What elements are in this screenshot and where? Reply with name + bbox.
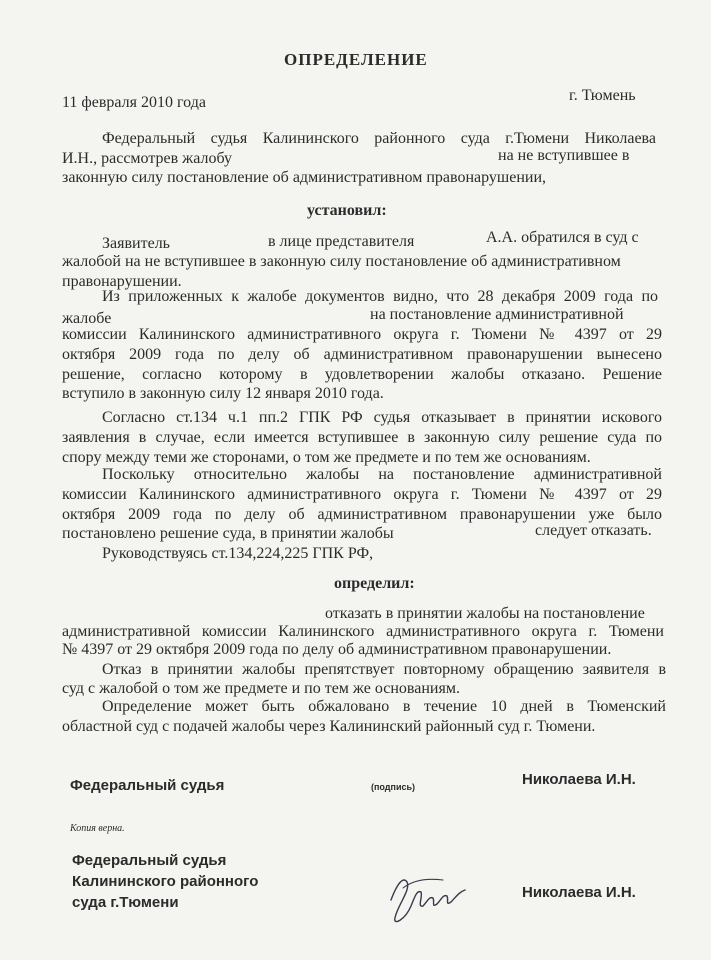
- p5-line: Руководствуясь ст.134,224,225 ГПК РФ,: [102, 545, 374, 562]
- p4-line-4b: следует отказать.: [535, 522, 652, 539]
- p3-line-1: Согласно ст.134 ч.1 пп.2 ГПК РФ судья отказывает в принятии искового: [102, 409, 662, 426]
- intro-line-2b: на не вступившее в: [498, 147, 630, 164]
- p8-line-2: областной суд с подачей жалобы через Калининский районный суд г. Тюмени.: [62, 718, 596, 735]
- p1-representative: в лице представителя: [268, 233, 415, 250]
- p6-line-2: административной комиссии Калининского административного округа г. Тюмени: [62, 623, 664, 640]
- p7-line-1: Отказ в принятии жалобы препятствует повторному обращению заявителя в: [102, 661, 666, 678]
- p1-appealed: А.А. обратился в суд с: [486, 229, 639, 246]
- p4-line-4a: постановлено решение суда, в принятии жалобы: [62, 525, 394, 542]
- p4-line-3: октября 2009 года по делу об административном правонарушении уже было: [62, 506, 662, 523]
- signature-label: (подпись): [371, 782, 416, 792]
- intro-line-1: Федеральный судья Калининского районного суда г.Тюмени Николаева: [102, 130, 656, 147]
- heading-established: установил:: [307, 202, 387, 219]
- p2-line-5: решение, согласно которому в удовлетворении жалобы отказано. Решение: [62, 366, 662, 383]
- footer-line-1: Федеральный судья: [72, 852, 227, 869]
- footer-name: Николаева И.Н.: [522, 884, 636, 901]
- page-title: ОПРЕДЕЛЕНИЕ: [284, 50, 428, 69]
- document-city: г. Тюмень: [569, 87, 636, 104]
- intro-line-3: законную силу постановление об административном правонарушении,: [62, 169, 547, 186]
- signature-role: Федеральный судья: [70, 777, 225, 794]
- copy-note: Копия верна.: [70, 823, 125, 834]
- p8-line-1: Определение может быть обжаловано в течение 10 дней в Тюменский: [102, 698, 666, 715]
- p1-line-3: правонарушении.: [62, 273, 182, 290]
- p2-line-1: Из приложенных к жалобе документов видно, что 28 декабря 2009 года по: [102, 288, 658, 305]
- heading-determined: определил:: [334, 575, 415, 592]
- p2-line-6: вступило в законную силу 12 января 2010 года.: [62, 385, 384, 402]
- footer-line-3: суда г.Тюмени: [72, 894, 179, 911]
- document-date: 11 февраля 2010 года: [62, 94, 206, 111]
- p4-line-1: Поскольку относительно жалобы на постановление административной: [102, 466, 662, 483]
- signature-name: Николаева И.Н.: [522, 771, 636, 788]
- handwritten-signature: [383, 866, 473, 928]
- p6-line-3: № 4397 от 29 октября 2009 года по делу об административном правонарушении.: [62, 641, 612, 658]
- p4-line-2: комиссии Калининского административного округа г. Тюмени № 4397 от 29: [62, 486, 662, 503]
- p2-line-2b: на постановление административной: [370, 306, 624, 323]
- footer-line-2: Калининского районного: [72, 873, 259, 890]
- intro-line-2a: И.Н., рассмотрев жалобу: [62, 150, 232, 167]
- p7-line-2: суд с жалобой о том же предмете и по тем же основаниям.: [62, 680, 460, 697]
- p1-applicant: Заявитель: [102, 235, 170, 252]
- p3-line-2: заявления в случае, если имеется вступившее в законную силу решение суда по: [62, 429, 662, 446]
- p6-line-1: отказать в принятии жалобы на постановление: [325, 605, 645, 622]
- p1-line-2: жалобой на не вступившее в законную силу постановление об административном: [62, 253, 621, 270]
- p2-line-3: комиссии Калининского административного округа г. Тюмени № 4397 от 29: [62, 326, 662, 343]
- p2-line-4: октября 2009 года по делу об административном правонарушении вынесено: [62, 346, 662, 363]
- p2-line-2a: жалобе: [62, 310, 112, 327]
- p3-line-3: спору между теми же сторонами, о том же предмете и по тем же основаниям.: [62, 449, 591, 466]
